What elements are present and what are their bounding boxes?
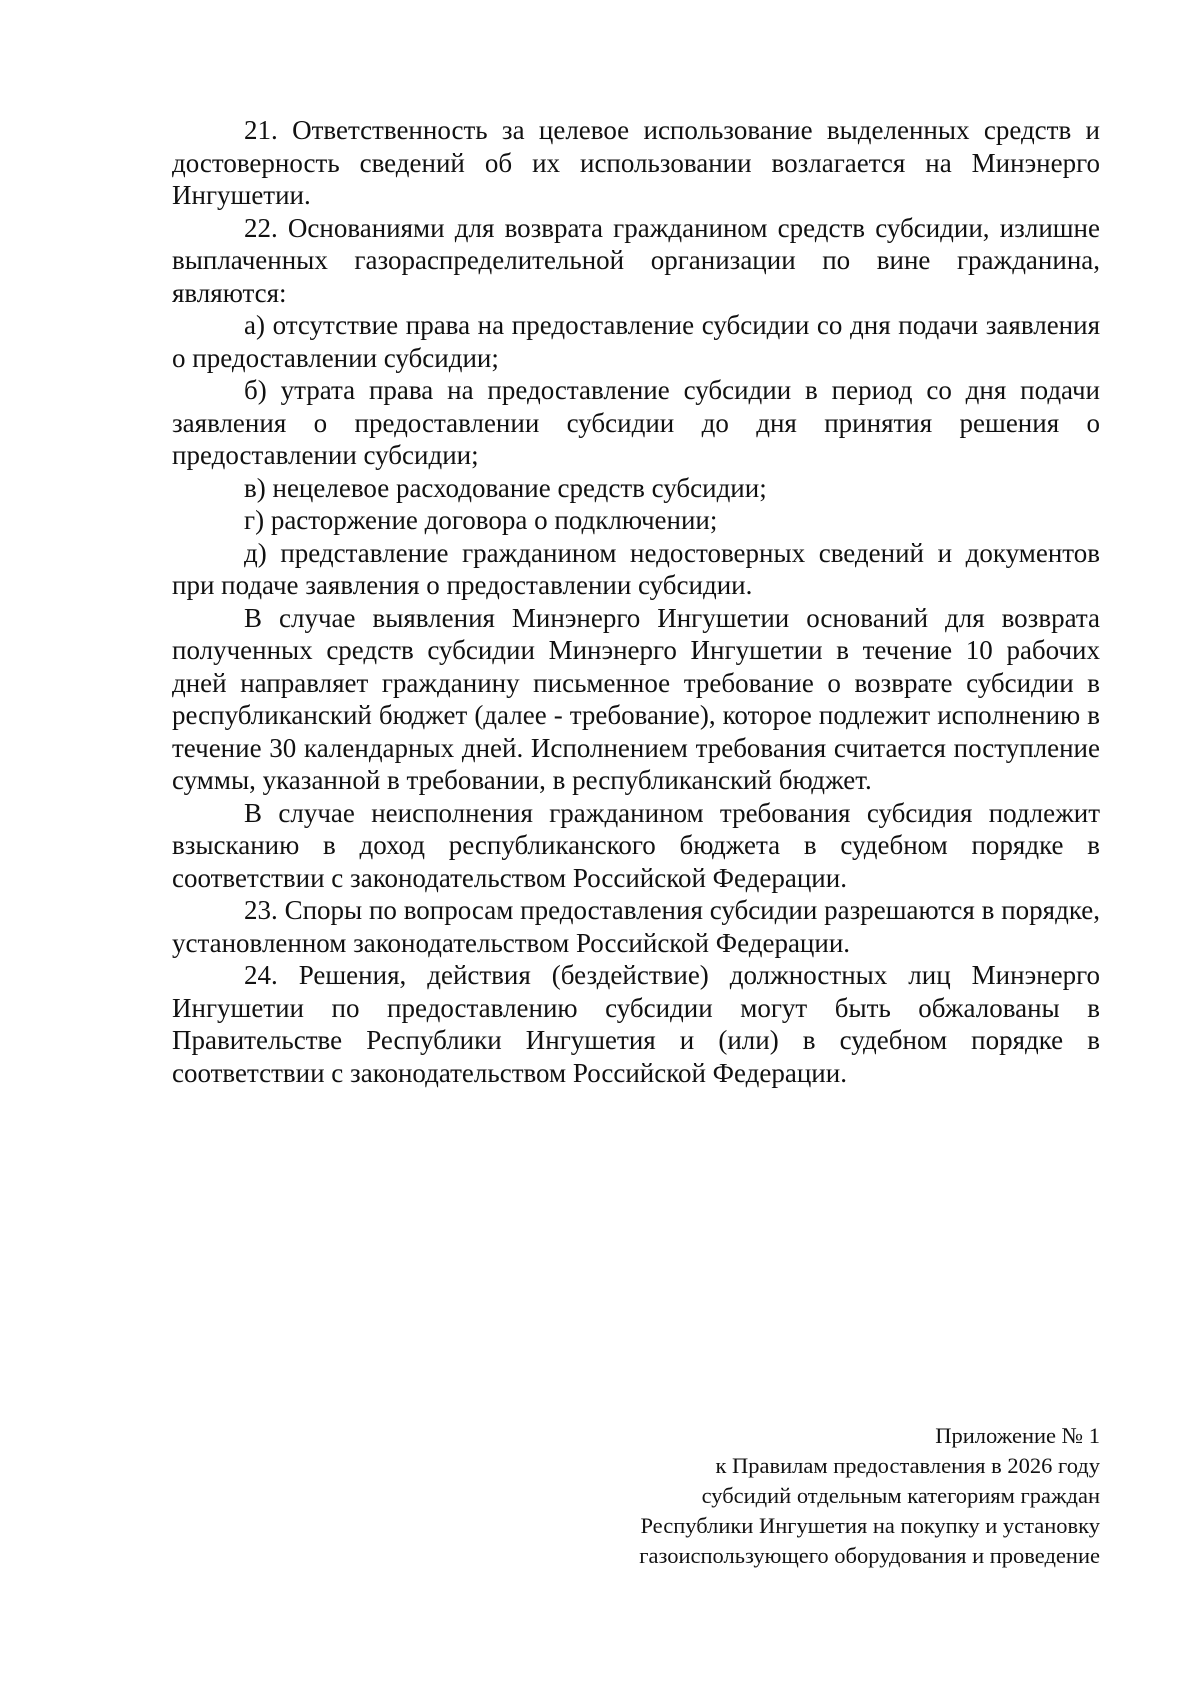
- paragraph-24: 24. Решения, действия (бездействие) должностных лиц Минэнерго Ингушетии по предоставлению субсидии могут быть обжалованы в Правительстве Республики Ингушетия и (или) в судебном порядке в соответствии с законодательством Российской Федерации.: [172, 960, 1100, 1088]
- paragraph-23: 23. Споры по вопросам предоставления субсидии разрешаются в порядке, установленном законодательством Российской Федерации.: [172, 895, 1100, 958]
- list-item-v: в) нецелевое расходование средств субсидии;: [244, 472, 767, 503]
- paragraph-22: 22. Основаниями для возврата гражданином средств субсидии, излишне выплаченных газораспределительной организации по вине гражданина, являются:: [172, 212, 1100, 308]
- list-item-d: д) представление гражданином недостоверных сведений и документов при подаче заявления о предоставлении субсидии.: [172, 537, 1100, 600]
- appendix-heading: [500, 1421, 1100, 1571]
- list-item-a: а) отсутствие права на предоставление субсидии со дня подачи заявления о предоставлении субсидии;: [172, 310, 1100, 373]
- paragraph-refund-requirement: В случае выявления Минэнерго Ингушетии оснований для возврата полученных средств субсидии Минэнерго Ингушетии в течение 10 рабочих дней направляет гражданину письменное требование о возврате субсидии в республиканский бюджет (далее - требование), которое подлежит исполнению в течение 30 календарных дней. Исполнением требования считается поступление суммы, указанной в требовании, в республиканский бюджет.: [172, 602, 1100, 795]
- appendix-line: газоиспользующего оборудования и проведение: [639, 1543, 1100, 1568]
- appendix-line: Республики Ингушетия на покупку и установку: [640, 1513, 1100, 1538]
- paragraph-non-fulfillment: В случае неисполнения гражданином требования субсидия подлежит взысканию в доход республиканского бюджета в судебном порядке в соответствии с законодательством Российской Федерации.: [172, 797, 1100, 893]
- list-item-g: г) расторжение договора о подключении;: [244, 505, 718, 535]
- appendix-line: субсидий отдельным категориям граждан: [701, 1483, 1100, 1508]
- document-body: [172, 114, 1100, 1089]
- list-item-b: б) утрата права на предоставление субсидии в период со дня подачи заявления о предоставлении субсидии до дня принятия решения о предоставлении субсидии;: [172, 375, 1100, 470]
- paragraph-21: 21. Ответственность за целевое использование выделенных средств и достоверность сведений об их использовании возлагается на Минэнерго Ингушетии.: [172, 115, 1100, 210]
- appendix-line: Приложение № 1: [935, 1423, 1100, 1448]
- appendix-line: к Правилам предоставления в 2026 году: [715, 1453, 1100, 1478]
